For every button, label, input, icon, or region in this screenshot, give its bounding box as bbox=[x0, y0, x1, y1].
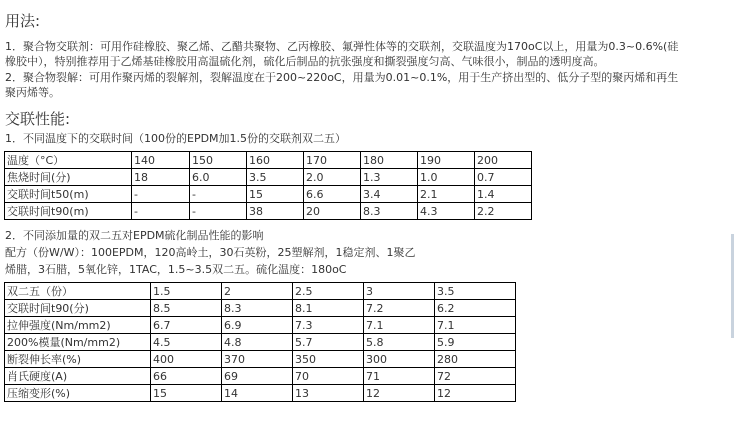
table2-cell: 7.1 bbox=[435, 317, 516, 334]
table2-cell: 66 bbox=[151, 368, 222, 385]
table2-cell: 370 bbox=[222, 351, 293, 368]
table2-row bbox=[5, 300, 516, 317]
table1-cell: 8.3 bbox=[361, 203, 418, 220]
table1-cell: 170 bbox=[304, 152, 361, 169]
table2-cell: 13 bbox=[293, 385, 364, 402]
table2-cell: 4.5 bbox=[151, 334, 222, 351]
table1-cell: - bbox=[190, 203, 247, 220]
formula-line-1: 配方（份W/W）：100EPDM，120高岭土，30石英粉，25塑解剂，1稳定剂、1聚乙 bbox=[5, 246, 416, 259]
table1-cell: 3.5 bbox=[247, 169, 304, 186]
table1-cell: - bbox=[132, 186, 190, 203]
table2-row-label: 200%模量(Nm/mm2) bbox=[5, 334, 151, 351]
table2-cell: 3 bbox=[364, 283, 435, 300]
performance-heading: 交联性能: bbox=[5, 110, 71, 128]
usage-line-1: 1．聚合物交联剂：可用作硅橡胶、聚乙烯、乙醋共聚物、乙丙橡胶、氟弹性体等的交联剂，交联温度为170oC以上，用量为0.3~0.6%(硅 bbox=[5, 40, 679, 53]
table2-cell: 70 bbox=[293, 368, 364, 385]
table1-cell: 140 bbox=[132, 152, 190, 169]
table2-cell: 8.1 bbox=[293, 300, 364, 317]
table2-cell: 300 bbox=[364, 351, 435, 368]
table2-cell: 5.9 bbox=[435, 334, 516, 351]
table1-cell: 180 bbox=[361, 152, 418, 169]
table2-row bbox=[5, 317, 516, 334]
table2-caption: 2．不同添加量的双二五对EPDM硫化制品性能的影响 bbox=[5, 229, 264, 242]
table1-row-label: 焦烧时间(分) bbox=[5, 169, 132, 186]
table1-cell: 38 bbox=[247, 203, 304, 220]
table1-cell: 0.7 bbox=[475, 169, 532, 186]
table2-cell: 71 bbox=[364, 368, 435, 385]
table1-cell: 160 bbox=[247, 152, 304, 169]
table1-cell: 1.0 bbox=[418, 169, 475, 186]
table2-cell: 2 bbox=[222, 283, 293, 300]
table2-cell: 69 bbox=[222, 368, 293, 385]
table1-caption: 1．不同温度下的交联时间（100份的EPDM加1.5份的交联剂双二五） bbox=[5, 132, 347, 145]
table2-cell: 8.5 bbox=[151, 300, 222, 317]
table2-row-label: 拉伸强度(Nm/mm2) bbox=[5, 317, 151, 334]
table2-cell: 7.2 bbox=[364, 300, 435, 317]
table2-row-label: 交联时间t90(分) bbox=[5, 300, 151, 317]
table2-cell: 2.5 bbox=[293, 283, 364, 300]
table2-row-label: 肖氏硬度(A) bbox=[5, 368, 151, 385]
table1-row bbox=[5, 186, 532, 203]
table1-row-label: 交联时间t50(m) bbox=[5, 186, 132, 203]
table1-row bbox=[5, 152, 532, 169]
table1-cell: 4.3 bbox=[418, 203, 475, 220]
table2-cell: 8.3 bbox=[222, 300, 293, 317]
table1-cell: 3.4 bbox=[361, 186, 418, 203]
table1-cell: 200 bbox=[475, 152, 532, 169]
temperature-crosslink-table bbox=[4, 151, 532, 220]
table1-cell: 18 bbox=[132, 169, 190, 186]
table1-cell: - bbox=[132, 203, 190, 220]
table1-cell: 15 bbox=[247, 186, 304, 203]
table1-row-label: 温度（°C） bbox=[5, 152, 132, 169]
table2-row bbox=[5, 334, 516, 351]
table1-cell: - bbox=[190, 186, 247, 203]
table1-row bbox=[5, 169, 532, 186]
table2-cell: 350 bbox=[293, 351, 364, 368]
table2-row bbox=[5, 385, 516, 402]
table2-cell: 280 bbox=[435, 351, 516, 368]
table1-cell: 2.0 bbox=[304, 169, 361, 186]
usage-line-2: 橡胶中），特别推荐用于乙烯基硅橡胶用高温硫化剂，硫化后制品的抗张强度和撕裂强度匀高、气味很小，制品的透明度高。 bbox=[5, 55, 605, 68]
table1-cell: 6.6 bbox=[304, 186, 361, 203]
table2-cell: 5.7 bbox=[293, 334, 364, 351]
table1-cell: 1.4 bbox=[475, 186, 532, 203]
table2-row-label: 双二五（份） bbox=[5, 283, 151, 300]
table2-cell: 4.8 bbox=[222, 334, 293, 351]
table1-cell: 2.1 bbox=[418, 186, 475, 203]
table2-cell: 3.5 bbox=[435, 283, 516, 300]
table2-cell: 12 bbox=[435, 385, 516, 402]
table1-cell: 20 bbox=[304, 203, 361, 220]
table2-cell: 7.1 bbox=[364, 317, 435, 334]
table2-row bbox=[5, 368, 516, 385]
dosage-properties-table bbox=[4, 282, 516, 402]
table2-cell: 7.3 bbox=[293, 317, 364, 334]
table2-cell: 5.8 bbox=[364, 334, 435, 351]
table2-row-label: 断裂伸长率(%) bbox=[5, 351, 151, 368]
table2-cell: 15 bbox=[151, 385, 222, 402]
table2-row-label: 压缩变形(%) bbox=[5, 385, 151, 402]
table1-cell: 1.3 bbox=[361, 169, 418, 186]
table2-cell: 1.5 bbox=[151, 283, 222, 300]
usage-heading: 用法: bbox=[5, 12, 41, 30]
usage-line-4: 聚丙烯等。 bbox=[5, 86, 60, 99]
table1-cell: 150 bbox=[190, 152, 247, 169]
table1-row bbox=[5, 203, 532, 220]
table1-cell: 190 bbox=[418, 152, 475, 169]
table2-row bbox=[5, 283, 516, 300]
table2-cell: 12 bbox=[364, 385, 435, 402]
table2-cell: 72 bbox=[435, 368, 516, 385]
table1-cell: 6.0 bbox=[190, 169, 247, 186]
table2-cell: 14 bbox=[222, 385, 293, 402]
usage-line-3: 2．聚合物裂解：可用作聚丙烯的裂解剂，裂解温度在于200~220oC，用量为0.01~0.1%，用于生产挤出型的、低分子型的聚丙烯和再生 bbox=[5, 71, 679, 84]
table1-cell: 2.2 bbox=[475, 203, 532, 220]
formula-line-2: 烯腊，3石腊，5氧化锌，1TAC，1.5~3.5双二五。硫化温度：180oC bbox=[5, 263, 347, 276]
table2-cell: 400 bbox=[151, 351, 222, 368]
table1-row-label: 交联时间t90(m) bbox=[5, 203, 132, 220]
table2-cell: 6.9 bbox=[222, 317, 293, 334]
table2-row bbox=[5, 351, 516, 368]
table2-cell: 6.7 bbox=[151, 317, 222, 334]
table2-cell: 6.2 bbox=[435, 300, 516, 317]
